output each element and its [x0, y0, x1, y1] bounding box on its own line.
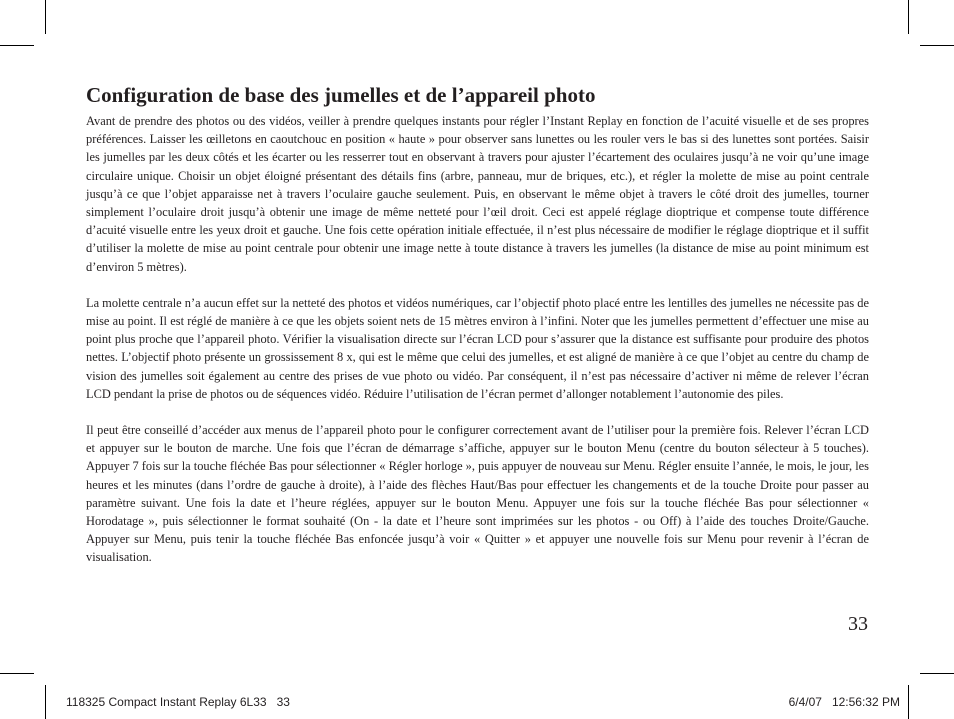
paragraph-menu-setup: Il peut être conseillé d’accéder aux menus de l’appareil photo pour le configurer correctement avant de l’utiliser pour la première fois. Relever l’écran LCD et appuyer sur le bouton de marche. Une fois que l’écran de démarrage s’affiche, appuyer sur le bouton Menu (centre du bouton sélecteur à 5 touches). Appuyer 7 fois sur la touche fléchée Bas pour sélectionner « Régler horloge », puis appuyer de nouveau sur Menu. Régler ensuite l’année, le mois, le jour, les heures et les minutes (dans l’ordre de gauche à droite), à l’aide des flèches Haut/Bas pour effectuer les changements et de la touche Droite pour passer au paramètre suivant. Une fois la date et l’heure réglées, appuyer sur le bouton Menu. Appuyer une fois sur la touche fléchée Bas pour sélectionner « Horodatage », puis sélectionner le format souhaité (On - la date et l’heure sont imprimées sur les photos - ou Off) à l’aide des touches Droite/Gauche. Appuyer sur Menu, puis tenir la touche fléchée Bas enfoncée jusqu’à voir « Quitter » et appuyer une nouvelle fois sur Menu pour revenir à l’écran de visualisation. — [86, 423, 869, 565]
paragraph-binocular-setup: Avant de prendre des photos ou des vidéos, veiller à prendre quelques instants pour régler l’Instant Replay en fonction de l’acuité visuelle et de ses propres préférences. Laisser les œilletons en caoutchouc en position « haute » pour observer sans lunettes ou les rouler vers le bas si des lunettes sont portées. Saisir les jumelles par les deux côtés et les écarter ou les resserrer tout en observant à travers pour ajuster l’écartement des oculaires jusqu’à ne voir qu’une image circulaire unique. Choisir un objet éloigné présentant des détails fins (arbre, panneau, mur de briques, etc.), et régler la molette de mise au point centrale jusqu’à ce que l’objet apparaisse net à travers l’oculaire gauche seulement. Puis, en observant le même objet à travers le côté droit des jumelles, tourner simplement l’oculaire droit jusqu’à obtenir une image de même netteté pour l’œil droit. Ceci est appelé réglage dioptrique et compense toute différence d’acuité visuelle entre les yeux droit et gauche. Une fois cette opération initiale effectuée, il n’est plus nécessaire de modifier le réglage dioptrique et il suffit d’utiliser la molette de mise au point centrale pour obtenir une image nette à toute distance à travers les jumelles (la distance de mise au point minimum est d’environ 5 mètres). — [86, 114, 869, 274]
crop-mark-bottom-left-horizontal — [0, 673, 34, 674]
crop-mark-bottom-right-vertical — [908, 685, 909, 719]
print-slug-timestamp: 6/4/07 12:56:32 PM — [788, 695, 900, 709]
crop-mark-top-left-horizontal — [0, 45, 34, 46]
crop-mark-top-left-vertical — [45, 0, 46, 34]
crop-mark-top-right-vertical — [908, 0, 909, 34]
crop-mark-top-right-horizontal — [920, 45, 954, 46]
paragraph-camera-focus: La molette centrale n’a aucun effet sur la netteté des photos et vidéos numériques, car l’objectif photo placé entre les lentilles des jumelles ne nécessite pas de mise au point. Il est réglé de manière à ce que les objets soient nets de 15 mètres environ à l’infini. Noter que les jumelles permettent d’effectuer une mise au point plus proche que l’appareil photo. Vérifier la visualisation directe sur l’écran LCD pour s’assurer que la distance est suffisante pour produire des photos nettes. L’objectif photo présente un grossissement 8 x, qui est le même que celui des jumelles, et est aligné de manière à ce que l’objet au centre du champ de vision des jumelles soit également au centre des prises de vue photo ou vidéo. Par conséquent, il n’est pas nécessaire d’activer ni même de relever l’écran LCD pendant la prise de photos ou de séquences vidéo. Réduire l’utilisation de l’écran permet d’allonger notablement l’autonomie des piles. — [86, 295, 869, 401]
body-text — [86, 112, 869, 585]
page-number: 33 — [848, 613, 868, 635]
print-slug-file-info: 118325 Compact Instant Replay 6L33 33 — [66, 695, 290, 709]
crop-mark-bottom-left-vertical — [45, 685, 46, 719]
page-title: Configuration de base des jumelles et de l’appareil photo — [86, 83, 596, 107]
crop-mark-bottom-right-horizontal — [920, 673, 954, 674]
